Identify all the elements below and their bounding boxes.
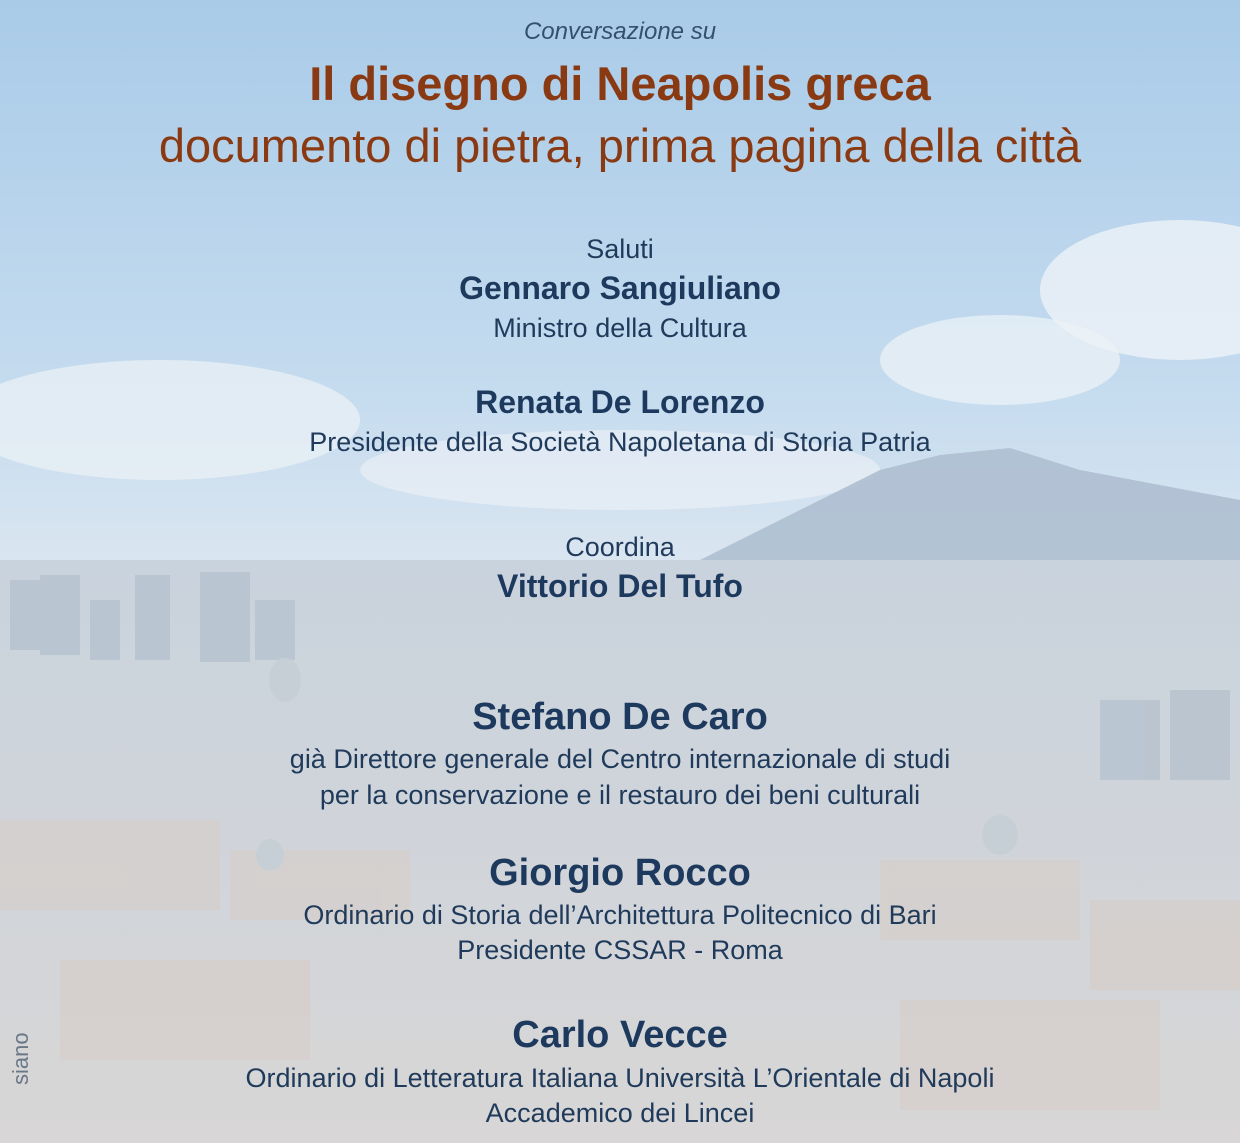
speaker-role: Ministro della Cultura — [493, 313, 747, 343]
speaker-role: Ordinario di Storia dell’Architettura Politecnico di Bari — [303, 900, 937, 930]
speaker-role: Presidente della Società Napoletana di Storia Patria — [309, 427, 931, 457]
speaker-role: Accademico dei Lincei — [485, 1098, 755, 1128]
greetings-label: Saluti — [586, 234, 654, 264]
speaker-role: per la conservazione e il restauro dei beni culturali — [319, 780, 921, 810]
speaker-role: Ordinario di Letteratura Italiana Università L’Orientale di Napoli — [245, 1063, 995, 1093]
speaker-name: Carlo Vecce — [512, 1014, 728, 1056]
speaker-name: Giorgio Rocco — [489, 852, 751, 894]
moderator-name: Vittorio Del Tufo — [497, 568, 743, 604]
speaker-role: già Direttore generale del Centro internazionale di studi — [289, 744, 951, 774]
event-title: Il disegno di Neapolis greca — [309, 57, 931, 110]
event-subtitle: documento di pietra, prima pagina della città — [158, 119, 1082, 172]
photo-credit: siano — [8, 1032, 33, 1085]
speaker-role: Presidente CSSAR - Roma — [457, 935, 783, 965]
speaker-name: Gennaro Sangiuliano — [459, 270, 781, 306]
intro-label: Conversazione su — [523, 18, 717, 45]
speaker-name: Renata De Lorenzo — [475, 384, 765, 420]
moderator-label: Coordina — [565, 532, 675, 562]
speaker-name: Stefano De Caro — [472, 696, 768, 738]
